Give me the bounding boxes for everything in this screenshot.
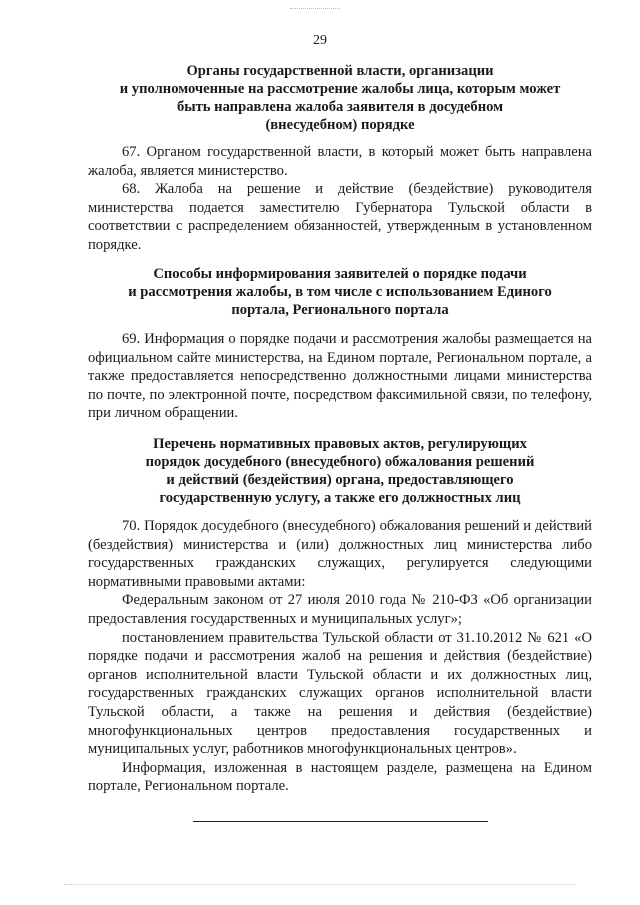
section-information-methods-body xyxy=(88,330,592,423)
heading-line: Способы информирования заявителей о порядке подачи xyxy=(153,266,527,282)
heading-line: и рассмотрения жалобы, в том числе с использованием Единого xyxy=(128,284,552,300)
paragraph-69: 69. Информация о порядке подачи и рассмотрения жалобы размещается на официальном сайте министерства, на Едином портале, Региональном портале, а также предоставляется непосредственно должностными лицами министерства по почте, по электронной почте, посредством факсимильной связи, по телефону, при личном обращении. xyxy=(88,331,592,422)
closing-rule xyxy=(193,821,488,822)
page-number: 29 xyxy=(313,33,327,48)
heading-line: портала, Регионального портала xyxy=(231,302,449,318)
paragraph-resolution: постановлением правительства Тульской области от 31.10.2012 № 621 «О порядке подачи и рассмотрения жалоб на решения и действия (бездействие) органов исполнительной власти Тульской области и их должностных лиц, государственных гражданских служащих органов исполнительной власти Тульской области, а также на решения и действия (бездействие) многофункциональных центров предоставления государственных и муниципальных услуг, работников многофункциональных центров». xyxy=(88,629,592,758)
section-regulatory-acts-body xyxy=(88,517,592,796)
paragraph-information-note: Информация, изложенная в настоящем разделе, размещена на Едином портале, Региональном портале. xyxy=(88,759,592,795)
heading-line: государственную услугу, а также его должностных лиц xyxy=(159,490,521,506)
scan-artifact xyxy=(64,884,576,887)
section-heading xyxy=(88,62,592,134)
heading-line: порядок досудебного (внесудебного) обжалования решений xyxy=(145,454,535,470)
section-complaint-bodies-body xyxy=(88,143,592,255)
section-regulatory-acts xyxy=(88,435,592,507)
heading-line: Перечень нормативных правовых актов, регулирующих xyxy=(153,436,527,452)
section-heading xyxy=(88,265,592,319)
heading-line: Органы государственной власти, организации xyxy=(186,63,494,79)
heading-line: и уполномоченные на рассмотрение жалобы лица, которым может xyxy=(119,81,561,97)
paragraph-68: 68. Жалоба на решение и действие (бездействие) руководителя министерства подается заместителю Губернатора Тульской области в соответствии с распределением обязанностей, утвержденным в установленном порядке. xyxy=(88,181,592,253)
heading-line: быть направлена жалоба заявителя в досудебном xyxy=(176,99,504,115)
paragraph-70: 70. Порядок досудебного (внесудебного) обжалования решений и действий (бездействия) министерства и (или) должностных лиц министерства либо государственных гражданских служащих, регулируется следующими нормативными правовыми актами: xyxy=(88,518,592,590)
paragraph-67: 67. Органом государственной власти, в который может быть направлена жалоба, является министерство. xyxy=(88,144,592,179)
scan-artifact xyxy=(290,8,340,10)
heading-line: и действий (бездействия) органа, предоставляющего xyxy=(166,472,514,488)
section-heading xyxy=(88,435,592,507)
section-information-methods xyxy=(88,265,592,319)
section-complaint-bodies xyxy=(88,62,592,134)
paragraph-federal-law: Федеральным законом от 27 июля 2010 года № 210-ФЗ «Об организации предоставления государственных и муниципальных услуг»; xyxy=(88,592,592,627)
heading-line: (внесудебном) порядке xyxy=(265,117,415,133)
